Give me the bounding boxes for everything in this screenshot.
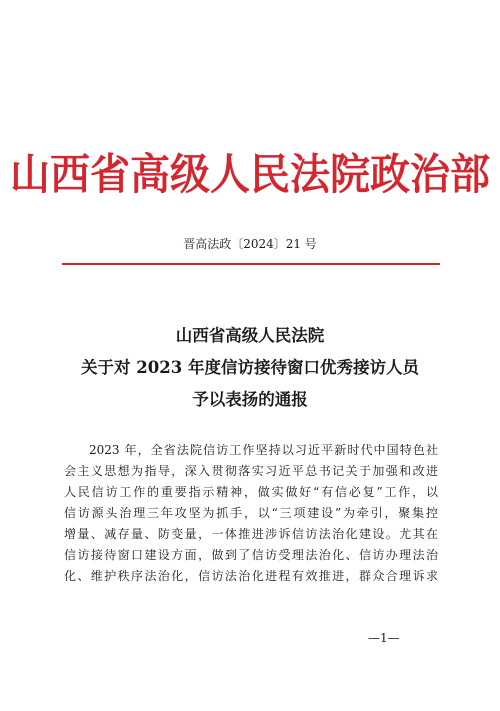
body-line-6: 信访接待窗口建设方面，做到了信访受理法治化、信访办理法治 <box>64 548 438 562</box>
title-line-1: 山西省高级人民法院 <box>175 326 325 345</box>
title-line-2: 关于对 2023 年度信访接待窗口优秀接访人员 <box>81 358 419 377</box>
document-number: 晋高法政〔2024〕21 号 <box>183 237 317 251</box>
masthead-title: 山西省高级人民法院政治部 <box>10 150 490 200</box>
body-line-7: 化、维护秩序法治化，信访法治化进程有效推进，群众合理诉求 <box>64 569 438 583</box>
red-divider-line <box>62 263 440 265</box>
body-line-4: 信访源头治理三年攻坚为抓手，以“三项建设”为牵引，聚集控 <box>64 506 438 520</box>
body-line-5: 增量、减存量、防变量，一体推进涉诉信访法治化建设。尤其在 <box>64 527 438 541</box>
title-line-3: 予以表扬的通报 <box>192 390 308 409</box>
body-line-3: 人民信访工作的重要指示精神，做实做好“有信必复”工作，以 <box>64 485 438 499</box>
body-line-2: 会主义思想为指导，深入贯彻落实习近平总书记关于加强和改进 <box>64 464 438 478</box>
page-number: —1— <box>368 631 400 645</box>
body-line-1: 2023 年，全省法院信访工作坚持以习近平新时代中国特色社 <box>89 443 438 457</box>
